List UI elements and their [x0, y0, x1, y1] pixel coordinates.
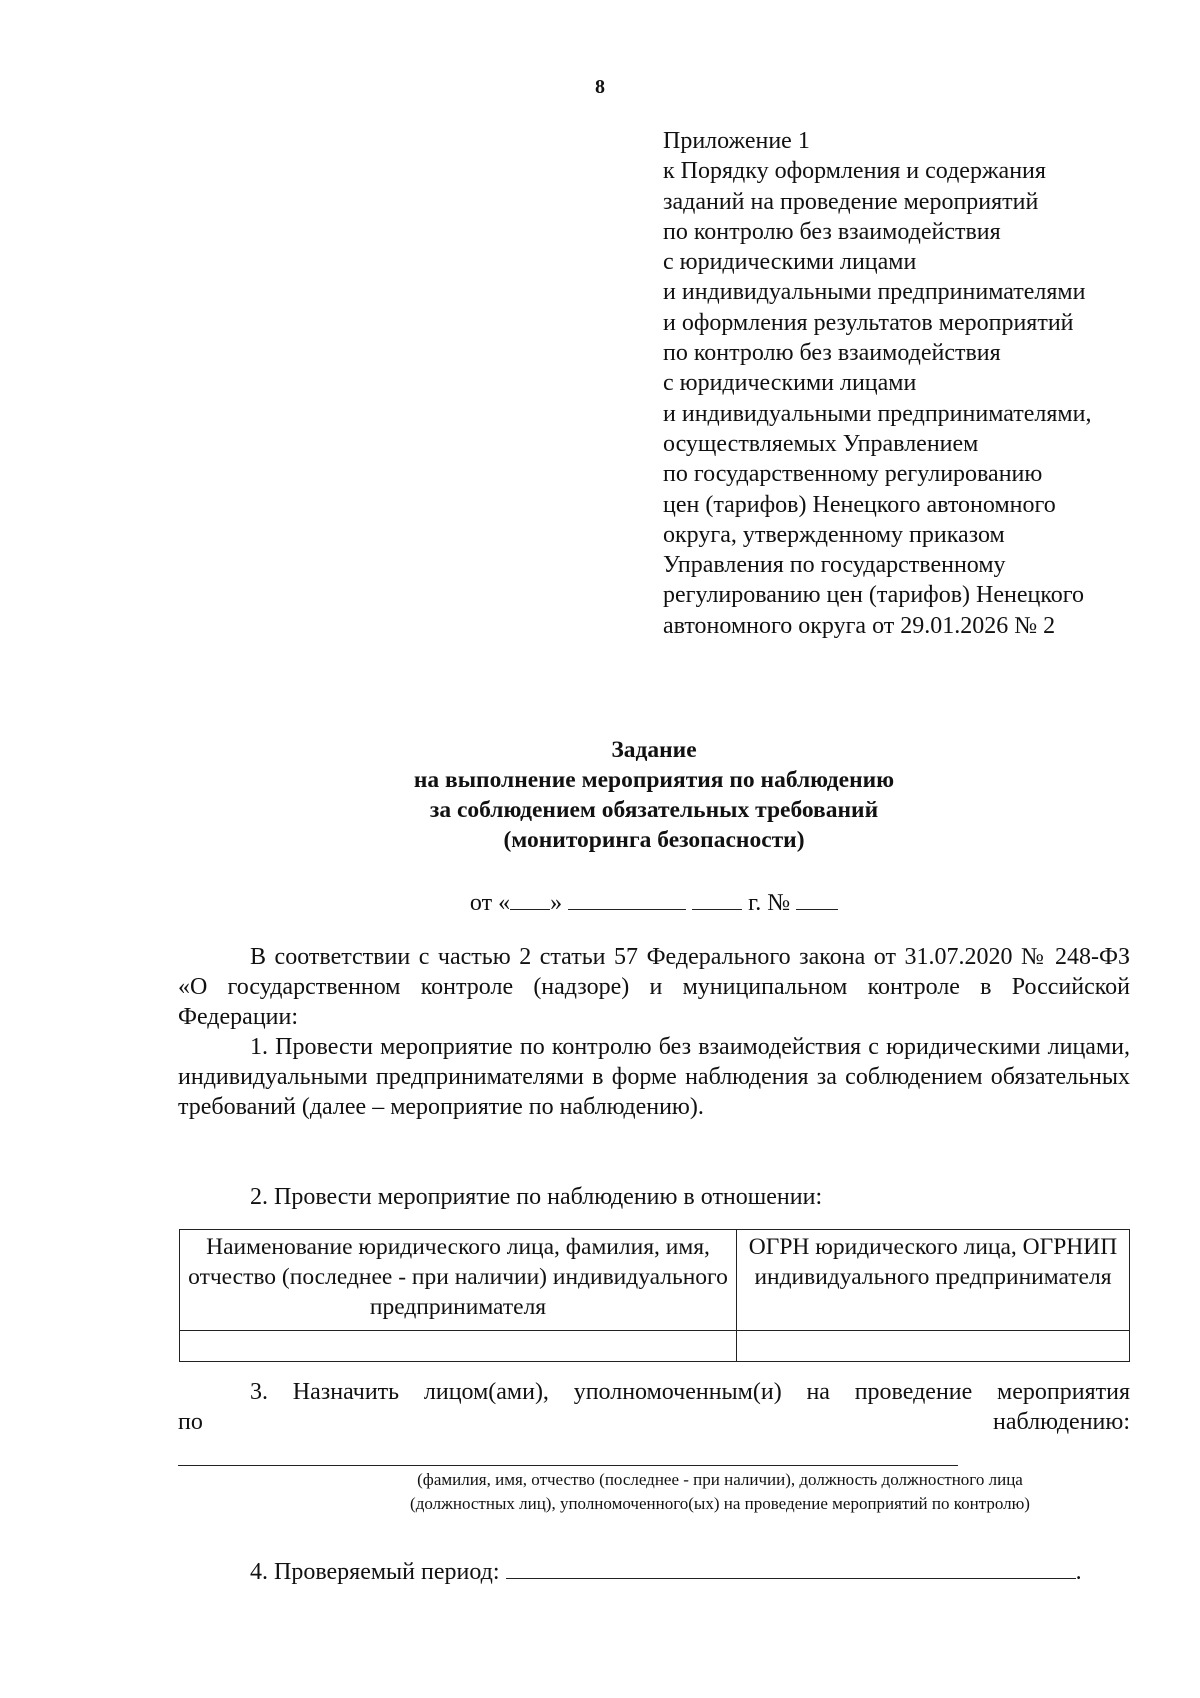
- appendix-line: и индивидуальными предпринимателями: [663, 279, 1086, 306]
- caption-line: (фамилия, имя, отчество (последнее - при наличии), должность должностного лица: [417, 1470, 1023, 1489]
- appendix-line: осуществляемых Управлением: [663, 430, 979, 457]
- appendix-line: по контролю без взаимодействия: [663, 218, 1001, 245]
- table-cell-name[interactable]: [180, 1331, 737, 1362]
- year-number-label: г. №: [748, 890, 791, 916]
- item-4-label: 4. Проверяемый период:: [250, 1559, 500, 1585]
- subjects-table: [179, 1229, 1130, 1362]
- title-line: на выполнение мероприятия по наблюдению: [413, 767, 895, 793]
- appendix-line: регулированию цен (тарифов) Ненецкого: [663, 582, 1085, 609]
- appendix-line: автономного округа от 29.01.2026 № 2: [663, 612, 1056, 639]
- appendix-line: с юридическими лицами: [663, 249, 917, 276]
- authorized-person-blank[interactable]: [178, 1465, 958, 1466]
- item-4-end: .: [1075, 1559, 1082, 1585]
- table-header-name: Наименование юридического лица, фамилия, имя, отчество (последнее - при наличии) индивидуального предпринимателя: [180, 1230, 737, 1331]
- caption-line: (должностных лиц), уполномоченного(ых) на проведение мероприятий по контролю): [410, 1494, 1030, 1513]
- appendix-line: с юридическими лицами: [663, 370, 917, 397]
- table-row: [180, 1331, 1130, 1362]
- item-4-paragraph: [250, 1557, 1082, 1587]
- date-quote-close: »: [550, 890, 563, 916]
- period-blank[interactable]: [506, 1560, 1076, 1579]
- day-blank[interactable]: [510, 891, 550, 910]
- appendix-line: Приложение 1: [663, 128, 810, 154]
- title-line: Задание: [611, 737, 697, 763]
- appendix-line: и оформления результатов мероприятий: [663, 309, 1074, 336]
- appendix-line: заданий на проведение мероприятий: [663, 188, 1039, 215]
- appendix-line: округа, утвержденному приказом: [663, 521, 1005, 548]
- intro-paragraph: В соответствии с частью 2 статьи 57 Федерального закона от 31.07.2020 № 248-ФЗ «О государственном контроле (надзоре) и муниципальном контроле в Российской Федерации:: [178, 944, 1130, 1030]
- table-cell-ogrn[interactable]: [737, 1331, 1130, 1362]
- appendix-line: и индивидуальными предпринимателями,: [663, 400, 1092, 427]
- month-blank[interactable]: [568, 891, 686, 910]
- item-3-word-left: по: [178, 1409, 203, 1435]
- appendix-line: по государственному регулированию: [663, 461, 1043, 488]
- table-header-row: [180, 1230, 1130, 1331]
- title-line: за соблюдением обязательных требований: [429, 797, 879, 823]
- item-3-line-2: [178, 1407, 1130, 1437]
- appendix-line: Управления по государственному: [663, 552, 1006, 579]
- appendix-line: по контролю без взаимодействия: [663, 340, 1001, 367]
- authorized-person-caption: [310, 1468, 1130, 1516]
- item-3-word-right: наблюдению:: [993, 1409, 1130, 1435]
- item-1-paragraph: 1. Провести мероприятие по контролю без взаимодействия с юридическими лицами, индивидуальными предпринимателями в форме наблюдения за соблюдением обязательных требований (далее – мероприятие по наблюдению).: [178, 1034, 1130, 1120]
- title-line: (мониторинга безопасности): [503, 827, 805, 853]
- date-number-line: [178, 890, 1130, 917]
- item-3-paragraph: [178, 1377, 1130, 1437]
- table-header-ogrn: ОГРН юридического лица, ОГРНИП индивидуального предпринимателя: [737, 1230, 1130, 1331]
- document-title: [178, 735, 1130, 855]
- page-number: 8: [595, 76, 605, 98]
- appendix-header: [663, 126, 1183, 641]
- appendix-line: цен (тарифов) Ненецкого автономного: [663, 491, 1056, 518]
- appendix-line: к Порядку оформления и содержания: [663, 158, 1046, 185]
- item-3-line: 3. Назначить лицом(ами), уполномоченным(и) на проведение мероприятия: [250, 1379, 1130, 1405]
- year-blank[interactable]: [692, 891, 742, 910]
- item-2-paragraph: 2. Провести мероприятие по наблюдению в отношении:: [250, 1184, 823, 1210]
- number-blank[interactable]: [796, 891, 838, 910]
- date-prefix: от «: [469, 890, 511, 916]
